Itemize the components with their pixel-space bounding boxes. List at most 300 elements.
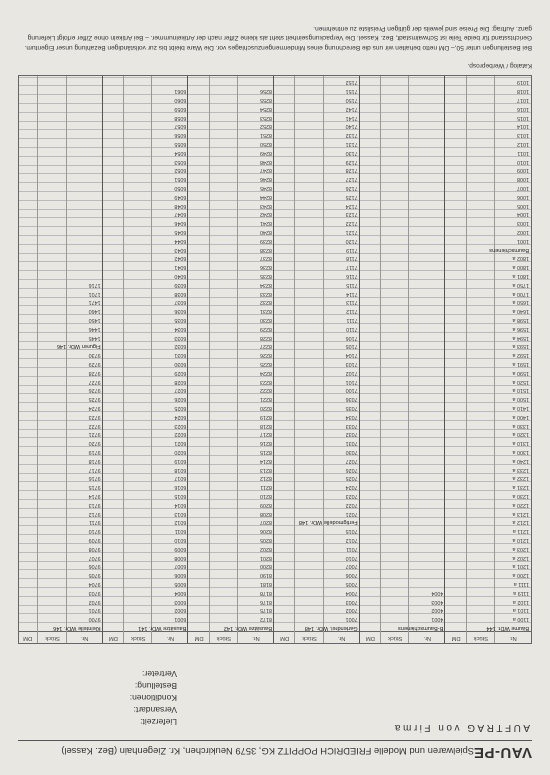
article-number: 6061 [174, 88, 187, 95]
article-number: 8216 [260, 440, 272, 447]
column-header: Stück [130, 635, 146, 641]
article-number: 6045 [174, 229, 187, 235]
article-number: 1592 a [512, 352, 529, 359]
article-number: 8237 [260, 255, 272, 262]
group-title: Gartendrei. WDr. 148 [304, 625, 358, 631]
article-number: 6022 [174, 431, 187, 438]
article-number: 7113 [346, 299, 358, 306]
article-number: 7123 [345, 211, 358, 218]
group-title: B-Baumschienens [397, 625, 444, 631]
field-versandart: Versandart: [133, 705, 177, 715]
column-header: Stück [387, 635, 403, 641]
article-number: 7102 [345, 369, 358, 376]
article-number: 9701 [88, 607, 101, 614]
column-header: DM [365, 635, 375, 641]
article-number: 6059 [174, 105, 187, 112]
article-number: 8206 [260, 528, 272, 535]
article-number: 1320 a [512, 431, 529, 438]
form-footer [18, 23, 532, 69]
article-number: 7021 [345, 510, 358, 517]
brand-name: VAU-PE [473, 744, 532, 761]
row-line [19, 77, 531, 78]
row-line [19, 217, 531, 218]
field-lieferzeit: Lieferzeit: [140, 717, 177, 727]
article-number: 9723 [88, 413, 101, 420]
article-number: 6021 [174, 440, 187, 447]
article-number: 8176 [260, 598, 272, 605]
article-number: 7026 [345, 466, 358, 473]
article-number: 1445 [88, 334, 101, 341]
column-header: Nr. [423, 635, 432, 641]
article-number: 1800 a [512, 264, 529, 271]
article-number: 1001 [517, 237, 529, 244]
article-number: 1102 a [512, 598, 529, 605]
article-number: 7116 [346, 273, 358, 279]
article-number: 1471 [88, 299, 101, 306]
article-number: 8229 [260, 325, 272, 332]
article-number: 9720 [88, 440, 101, 447]
article-number: 1006 [517, 193, 529, 200]
article-number: 8227 [260, 343, 272, 350]
article-number: 7132 [345, 132, 358, 139]
article-number: 1750 a [512, 281, 529, 288]
article-number: 7004 [345, 589, 358, 596]
article-number: 1200 a [512, 572, 529, 579]
article-number: 8218 [260, 422, 272, 429]
article-number: 8220 [260, 405, 272, 411]
article-number: 7121 [345, 229, 358, 235]
article-number: 7106 [345, 334, 358, 341]
article-number: 9705 [88, 572, 101, 579]
article-number: 6037 [174, 299, 187, 306]
group-title: Fertigmodelle WDr. 148 [298, 519, 358, 526]
article-number: 1008 [517, 176, 529, 183]
article-number: 8215 [260, 449, 272, 455]
article-number: 9715 [88, 484, 101, 491]
article-number: 9702 [88, 598, 101, 605]
article-number: 7032 [345, 431, 358, 438]
row-line [19, 226, 531, 227]
article-number: 7131 [345, 141, 358, 147]
article-number: 7152 [345, 79, 358, 86]
article-number: 1801 a [512, 273, 529, 279]
article-number: 1202 a [512, 554, 529, 561]
article-number: 6047 [174, 211, 187, 218]
article-number: 6050 [174, 185, 187, 191]
article-number: 8253 [260, 114, 272, 121]
group-title: Baumschienens [489, 246, 529, 253]
row-line [19, 112, 531, 113]
article-number: 8207 [260, 519, 272, 526]
column-header: Stück [302, 635, 317, 641]
column-header: Nr. [509, 635, 517, 641]
field-vertreter: Vertreter: [142, 669, 177, 679]
article-number: 6048 [174, 202, 187, 209]
article-number: 1330 a [512, 422, 529, 429]
article-number: 8246 [260, 176, 272, 183]
article-number: 9707 [88, 554, 101, 561]
article-number: 6046 [174, 220, 187, 227]
group-title: Kleinteile WDr. 146 [53, 625, 101, 631]
article-number: 1013 [517, 132, 529, 139]
article-number: 6036 [174, 308, 187, 315]
article-number: 9704 [88, 581, 101, 587]
article-number: 6013 [174, 510, 187, 517]
column-line [123, 76, 124, 643]
article-number: 1802 a [512, 255, 529, 262]
column-line [209, 76, 210, 643]
article-number: 1233 a [512, 466, 529, 473]
article-number: 8256 [260, 88, 272, 95]
article-number: 7006 [345, 572, 358, 579]
article-number: 1593 a [512, 343, 529, 350]
article-number: 6053 [174, 158, 187, 165]
article-number: 1701 [88, 290, 101, 297]
article-number: 6040 [174, 273, 187, 279]
article-number: 9726 [88, 387, 101, 394]
article-number: 7011 [346, 545, 358, 552]
row-line [19, 103, 531, 104]
group-title: Bäume WDr. 144 [486, 625, 529, 631]
article-number: 7140 [345, 123, 358, 130]
article-number: 8244 [260, 193, 272, 200]
article-number: 4003 [431, 598, 444, 605]
article-number: 6038 [174, 290, 187, 297]
row-line [19, 129, 531, 130]
article-number: 9712 [88, 510, 101, 517]
column-header: Stück [216, 635, 232, 641]
article-number: 8242 [260, 211, 272, 218]
article-number: 7027 [345, 457, 358, 464]
article-number: 1410 a [512, 405, 529, 411]
row-line [19, 147, 531, 148]
article-number: 7118 [346, 255, 358, 262]
article-number: 7015 [345, 528, 358, 535]
article-number: 8178 [260, 589, 272, 596]
article-number: 9719 [88, 449, 101, 455]
column-line [444, 76, 445, 643]
article-number: 8234 [260, 281, 272, 288]
article-number: 9717 [88, 466, 101, 473]
column-line [466, 76, 467, 643]
article-number: 1211 a [512, 528, 529, 535]
header-rule [18, 740, 532, 741]
column-line [237, 76, 238, 643]
article-number: 8213 [260, 466, 272, 473]
article-number: 9730 [88, 352, 101, 359]
article-number: 6008 [174, 554, 187, 561]
article-number: 8241 [260, 220, 272, 227]
article-number: 8190 [260, 572, 272, 579]
article-number: 8224 [260, 369, 272, 376]
article-number: 8211 [260, 484, 272, 491]
column-header: Stück [473, 635, 489, 641]
article-number: 9728 [88, 369, 101, 376]
article-number: 8202 [260, 545, 272, 552]
article-number: 8208 [260, 510, 272, 517]
article-number: 1012 [517, 141, 529, 147]
article-number: 1002 [517, 229, 529, 235]
article-number: 6015 [174, 493, 187, 499]
row-line [19, 270, 531, 271]
row-line [19, 191, 531, 192]
row-line [19, 209, 531, 210]
group-title: Figuren WDr. 146 [56, 343, 101, 350]
article-number: 7025 [345, 475, 358, 482]
article-number: 7120 [345, 237, 358, 244]
katalog-label: Katalog / Werbeprosp. [467, 62, 532, 69]
column-line [294, 76, 295, 643]
article-number: 1009 [517, 167, 529, 174]
article-number: 9721 [88, 431, 101, 438]
article-number: 9708 [88, 545, 101, 552]
article-number: 8209 [260, 501, 272, 508]
article-number: 9703 [88, 589, 101, 596]
column-line [66, 76, 67, 643]
article-number: 7023 [345, 493, 358, 499]
article-number: 1300 a [512, 449, 529, 455]
article-number: 6039 [174, 281, 187, 288]
article-number: 7122 [345, 220, 358, 227]
row-line [19, 261, 531, 262]
article-number: 1230 a [512, 493, 529, 499]
article-number: 1240 a [512, 457, 529, 464]
company-address: Spielwaren und Modelle FRIEDRICH POPPITZ KG, 3579 Neukirchen, Kr. Ziegenhain (Bez. Kassel) [61, 746, 474, 757]
article-number: 9709 [88, 537, 101, 543]
article-number: 7001 [345, 616, 358, 623]
article-number: 8200 [260, 563, 272, 570]
article-number: 7034 [345, 413, 358, 420]
article-number: 7124 [345, 202, 358, 209]
article-number: 8212 [260, 475, 272, 482]
row-line [19, 200, 531, 201]
article-number: 1003 [517, 220, 529, 227]
article-number: 1203 a [512, 545, 529, 552]
column-line [273, 76, 274, 643]
article-number: 1510 a [512, 387, 529, 394]
column-header: DM [280, 635, 290, 641]
article-number: 8222 [260, 387, 272, 394]
article-number: 1014 [517, 123, 529, 130]
article-number: 1310 a [512, 440, 529, 447]
article-number: 6017 [174, 475, 187, 482]
article-number: 8181 [260, 581, 272, 587]
row-line [19, 85, 531, 86]
column-header: Nr. [80, 635, 89, 641]
article-number: 6054 [174, 149, 187, 156]
article-number: 8228 [260, 334, 272, 341]
article-number: 8172 [260, 616, 272, 623]
article-number: 7002 [345, 607, 358, 614]
article-number: 1011 [517, 149, 529, 156]
article-number: 6032 [174, 343, 187, 350]
article-number: 7007 [345, 563, 358, 570]
article-number: 6043 [174, 246, 187, 253]
column-line [151, 76, 152, 643]
row-line [19, 138, 531, 139]
column-header: DM [194, 635, 204, 641]
article-number: 6055 [174, 141, 187, 147]
article-number: 8226 [260, 352, 272, 359]
article-number: 6001 [174, 616, 187, 623]
article-number: 7130 [345, 149, 358, 156]
article-number: 1016 [517, 105, 529, 112]
column-header: DM [23, 635, 33, 641]
article-number: 9724 [88, 405, 101, 411]
article-number: 1018 [517, 88, 529, 95]
field-bestellung: Bestellung: [134, 681, 177, 691]
article-number: 7128 [345, 167, 358, 174]
article-number: 7036 [345, 396, 358, 403]
article-number: 8201 [260, 554, 272, 561]
column-line [187, 76, 188, 643]
article-number: 1101 a [512, 607, 529, 614]
article-number: 8245 [260, 185, 272, 191]
article-number: 8238 [260, 246, 272, 253]
article-number: 1201 a [512, 563, 529, 570]
article-number: 4004 [431, 589, 444, 596]
article-number: 7103 [345, 361, 358, 367]
article-number: 7114 [346, 290, 358, 297]
article-number: 7035 [345, 405, 358, 411]
article-number: 6044 [174, 237, 187, 244]
row-line [19, 121, 531, 122]
article-number: 1213 a [512, 510, 529, 517]
column-line [37, 76, 38, 643]
article-number: 6029 [174, 369, 187, 376]
article-number: 6007 [174, 563, 187, 570]
article-number: 1017 [517, 97, 529, 103]
article-number: 6010 [174, 537, 187, 543]
column-header: Nr. [252, 635, 260, 641]
article-number: 1007 [517, 185, 529, 191]
column-header: DM [451, 635, 461, 641]
column-header: DM [108, 635, 118, 641]
article-number: 9713 [88, 501, 101, 508]
article-number: 1450 [88, 317, 101, 323]
article-number: 8239 [260, 237, 272, 244]
article-number: 7012 [345, 537, 358, 543]
article-number: 7119 [346, 246, 358, 253]
article-number: 6016 [174, 484, 187, 491]
field-konditionen: Konditionen: [129, 693, 177, 703]
form-header [18, 657, 532, 767]
article-number: 6042 [174, 255, 187, 262]
article-number: 6030 [174, 361, 187, 367]
article-number: 1640 a [512, 308, 529, 315]
article-number: 1460 [88, 308, 101, 315]
terms-note: Bei Bestellungen unter 50,– DM netto behalten wir uns die Berechnung eines Mindermengenzuschlages vor. Die Ware bleibt bis zur vollständigen Bezahlung unser Eigentum. Gerichtsstand für beide Teile ist Schwalmstadt, Bez. Kassel. Die Verpackungseinheit steht als kleine Ziffer nach der Artikelnummer. – Bei Artikeln ohne Ziffer erfolgt Lieferung ganz. Auftrag: Die Preise sind jeweils der gültigen Preisliste zu entnehmen. [24, 24, 532, 51]
order-table [18, 75, 532, 644]
article-number: 8175 [260, 607, 272, 614]
article-number: 6011 [174, 528, 187, 535]
article-number: 7010 [345, 554, 358, 561]
article-number: 6009 [174, 545, 187, 552]
article-number: 9700 [88, 616, 101, 623]
article-number: 6025 [174, 405, 187, 411]
row-line [19, 173, 531, 174]
row-line [19, 182, 531, 183]
article-number: 6018 [174, 466, 187, 473]
article-number: 9725 [88, 396, 101, 403]
article-number: 6033 [174, 334, 187, 341]
article-number: 6026 [174, 396, 187, 403]
article-number: 8240 [260, 229, 272, 235]
article-number: 7031 [345, 440, 358, 447]
article-number: 8249 [260, 149, 272, 156]
article-number: 6004 [174, 589, 187, 596]
article-number: 9711 [89, 519, 101, 526]
article-number: 6058 [174, 114, 187, 121]
article-number: 6024 [174, 413, 187, 420]
article-number: 1400 a [512, 413, 529, 420]
article-number: 7111 [346, 317, 358, 323]
article-number: 7104 [345, 352, 358, 359]
order-title: AUFTRAG von Firma [392, 722, 530, 733]
article-number: 7024 [345, 484, 358, 491]
article-number: 7141 [345, 114, 358, 121]
article-number: 8250 [260, 141, 272, 147]
article-number: 1594 a [512, 334, 529, 341]
article-number: 6057 [174, 123, 187, 130]
column-header: Stück [45, 635, 60, 641]
article-number: 6019 [174, 457, 187, 464]
article-number: 9710 [88, 528, 101, 535]
article-number: 8243 [260, 202, 272, 209]
article-number: 6031 [174, 352, 187, 359]
article-number: 6051 [174, 176, 187, 183]
article-number: 1700 a [512, 290, 529, 297]
article-number: 6034 [174, 325, 187, 332]
column-line [102, 76, 103, 643]
article-number: 1520 a [512, 378, 529, 385]
article-number: 8219 [260, 413, 272, 420]
article-number: 1232 a [512, 475, 529, 482]
article-number: 7127 [345, 176, 358, 183]
article-number: 7115 [346, 281, 358, 288]
article-number: 7129 [345, 158, 358, 165]
article-number: 1446 [88, 325, 101, 332]
article-number: 6023 [174, 422, 187, 429]
article-number: 7100 [345, 387, 358, 394]
article-number: 7105 [345, 343, 358, 350]
article-number: 1590 a [512, 369, 529, 376]
article-number: 8205 [260, 537, 272, 543]
article-number: 8251 [260, 132, 272, 139]
article-number: 8214 [260, 457, 272, 464]
article-number: 7125 [345, 193, 358, 200]
column-header: Nr. [166, 635, 175, 641]
article-number: 7150 [345, 97, 358, 103]
group-title: Bausätze WDr. 142 [223, 625, 272, 631]
article-number: 9714 [88, 493, 101, 499]
article-number: 7142 [345, 105, 358, 112]
article-number: 6014 [174, 501, 187, 508]
column-header: Nr. [337, 635, 346, 641]
article-number: 6003 [174, 598, 187, 605]
article-number: 1500 a [512, 396, 529, 403]
article-number: 7101 [345, 378, 358, 385]
article-number: 1005 [517, 202, 529, 209]
article-number: 4002 [431, 607, 444, 614]
article-number: 8255 [260, 97, 272, 103]
column-line [408, 76, 409, 643]
article-number: 6056 [174, 132, 187, 139]
article-number: 9706 [88, 563, 101, 570]
article-number: 8236 [260, 264, 272, 271]
article-number: 8221 [260, 396, 272, 403]
article-number: 7033 [345, 422, 358, 429]
